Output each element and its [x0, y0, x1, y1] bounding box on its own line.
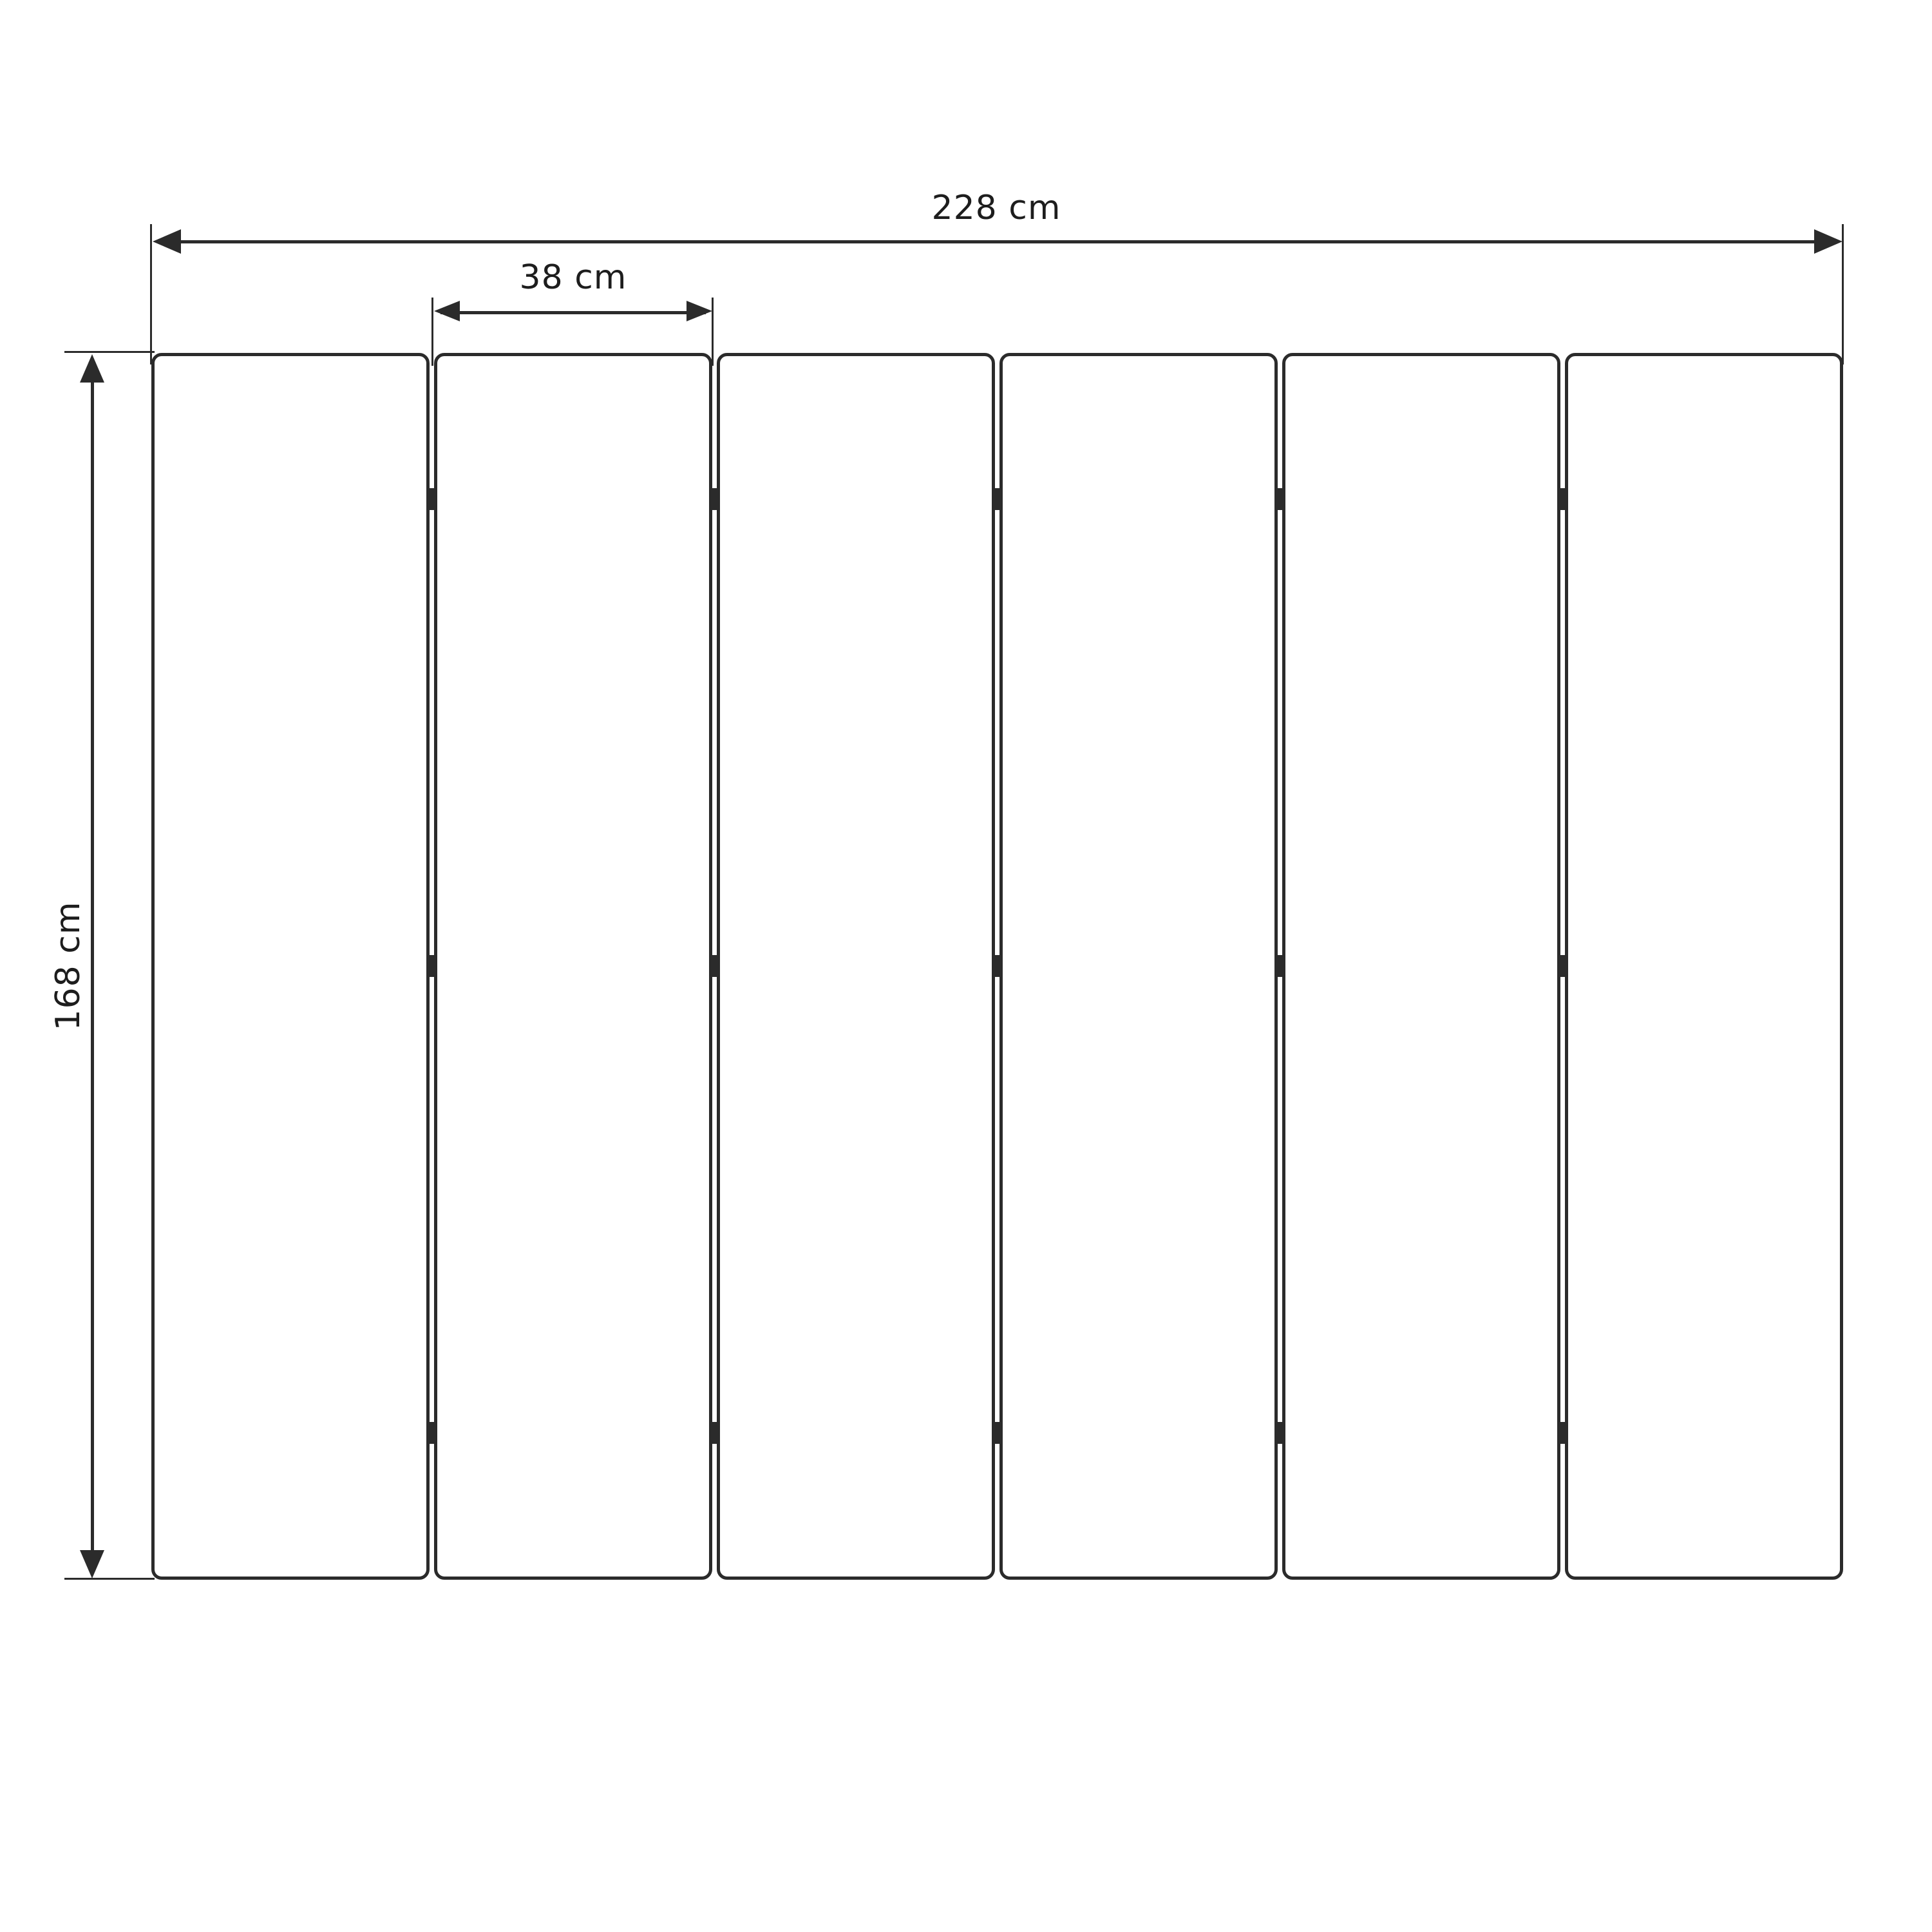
- height-label: 168 cm: [49, 901, 88, 1031]
- arrowhead-panel-left-icon: [434, 301, 460, 321]
- dimension-line-panel-width: [440, 311, 706, 314]
- hinge-gap3-bottom: [992, 1422, 1000, 1444]
- hinge-gap2-bottom: [710, 1422, 717, 1444]
- extension-line-left: [150, 224, 152, 365]
- panel-5: [1282, 353, 1560, 1580]
- panel-6: [1565, 353, 1843, 1580]
- hinge-gap4-top: [1275, 488, 1283, 510]
- arrowhead-right-icon: [1814, 229, 1842, 254]
- arrowhead-up-icon: [80, 354, 104, 383]
- dimension-line-total-width: [161, 240, 1837, 243]
- panel-2: [434, 353, 712, 1580]
- dimension-line-height: [91, 374, 94, 1558]
- extension-line-bottom: [64, 1578, 155, 1580]
- panel-1: [151, 353, 430, 1580]
- hinge-gap5-bottom: [1558, 1422, 1566, 1444]
- hinge-gap5-middle: [1558, 955, 1566, 977]
- arrowhead-left-icon: [153, 229, 181, 254]
- hinge-gap1-bottom: [427, 1422, 435, 1444]
- panel-4: [999, 353, 1278, 1580]
- arrowhead-down-icon: [80, 1550, 104, 1578]
- hinge-gap1-middle: [427, 955, 435, 977]
- arrowhead-panel-right-icon: [687, 301, 712, 321]
- hinge-gap3-middle: [992, 955, 1000, 977]
- hinge-gap1-top: [427, 488, 435, 510]
- total-width-label: 228 cm: [931, 189, 1061, 227]
- hinge-gap4-bottom: [1275, 1422, 1283, 1444]
- hinge-gap3-top: [992, 488, 1000, 510]
- hinge-gap4-middle: [1275, 955, 1283, 977]
- hinge-gap2-middle: [710, 955, 717, 977]
- extension-line-top: [64, 351, 155, 353]
- panel-3: [717, 353, 995, 1580]
- panel-width-label: 38 cm: [519, 258, 627, 297]
- hinge-gap2-top: [710, 488, 717, 510]
- hinge-gap5-top: [1558, 488, 1566, 510]
